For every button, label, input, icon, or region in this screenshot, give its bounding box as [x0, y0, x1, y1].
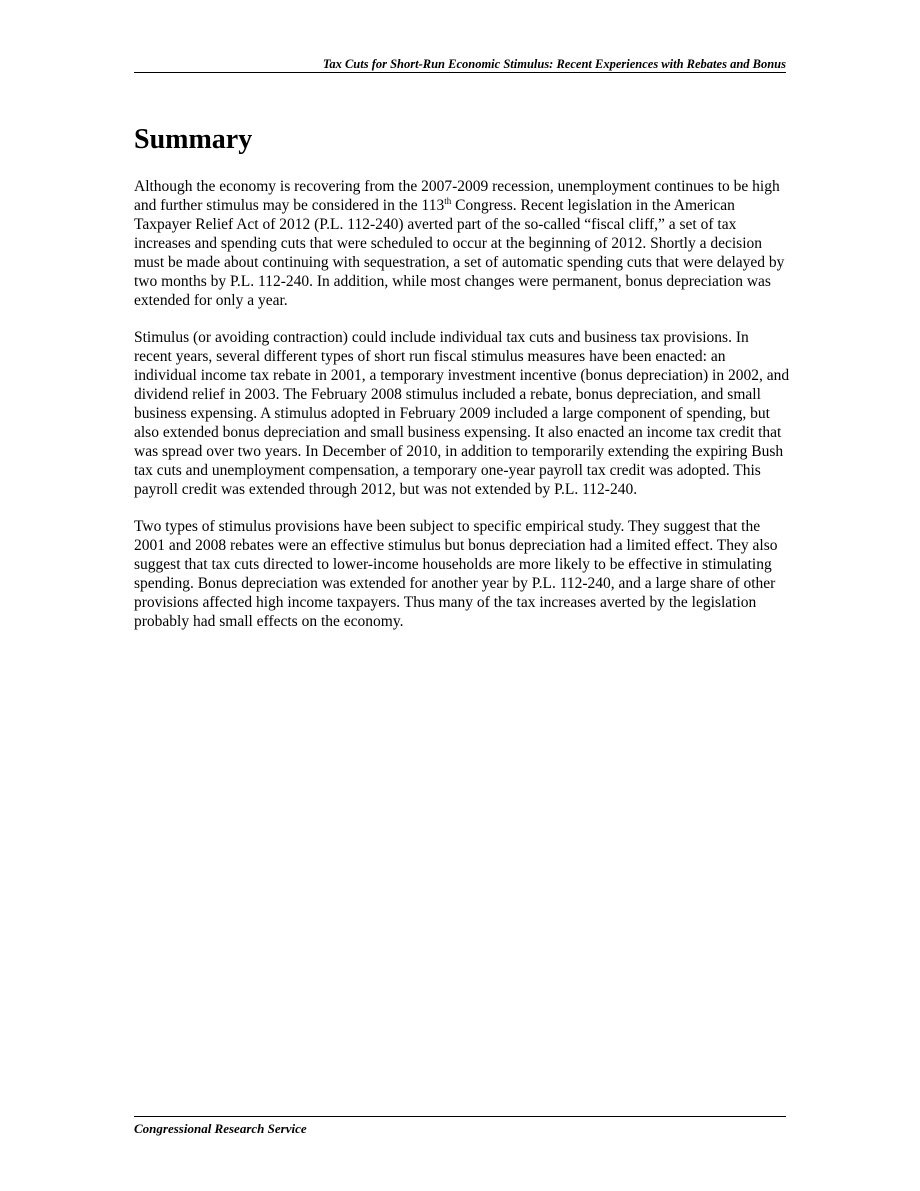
summary-paragraph-3: Two types of stimulus provisions have been subject to specific empirical study. They suggest that the 2001 and 2008 rebates were an effective stimulus but bonus depreciation had a limited effect. They also suggest that tax cuts directed to lower-income households are more likely to be effective in stimulating spending. Bonus depreciation was extended for another year by P.L. 112-240, and a large share of other provisions affected high income taxpayers. Thus many of the tax increases averted by the legislation probably had small effects on the economy.	[134, 518, 778, 630]
footer-rule	[134, 1116, 786, 1117]
summary-body	[134, 177, 790, 649]
header-rule	[134, 72, 786, 73]
summary-paragraph-1-part-a: Although the economy is recovering from the 2007-2009 recession, unemployment continues to be high and further stimulus may be considered in the 113	[134, 178, 780, 214]
running-header: Tax Cuts for Short-Run Economic Stimulus: Recent Experiences with Rebates and Bonus	[322, 57, 786, 71]
summary-paragraph-2: Stimulus (or avoiding contraction) could include individual tax cuts and business tax provisions. In recent years, several different types of short run fiscal stimulus measures have been enacted: an individual income tax rebate in 2001, a temporary investment incentive (bonus depreciation) in 2002, and dividend relief in 2003. The February 2008 stimulus included a rebate, bonus depreciation, and small business expensing. A stimulus adopted in February 2009 included a large component of spending, but also extended bonus depreciation and small business expensing. It also enacted an income tax credit that was spread over two years. In December of 2010, in addition to temporarily extending the expiring Bush tax cuts and unemployment compensation, a temporary one-year payroll tax credit was adopted. This payroll credit was extended through 2012, but was not extended by P.L. 112-240.	[134, 329, 790, 498]
summary-paragraph-1	[134, 177, 790, 310]
ordinal-suffix: th	[444, 196, 452, 206]
page-title: Summary	[134, 124, 253, 155]
summary-paragraph-1-part-b: Congress. Recent legislation in the American Taxpayer Relief Act of 2012 (P.L. 112-240) averted part of the so-called “fiscal cliff,” a set of tax increases and spending cuts that were scheduled to occur at the beginning of 2012. Shortly a decision must be made about continuing with sequestration, a set of automatic spending cuts that were delayed by two months by P.L. 112-240. In addition, while most changes were permanent, bonus depreciation was extended for only a year.	[134, 197, 785, 309]
footer-organization: Congressional Research Service	[134, 1121, 307, 1136]
